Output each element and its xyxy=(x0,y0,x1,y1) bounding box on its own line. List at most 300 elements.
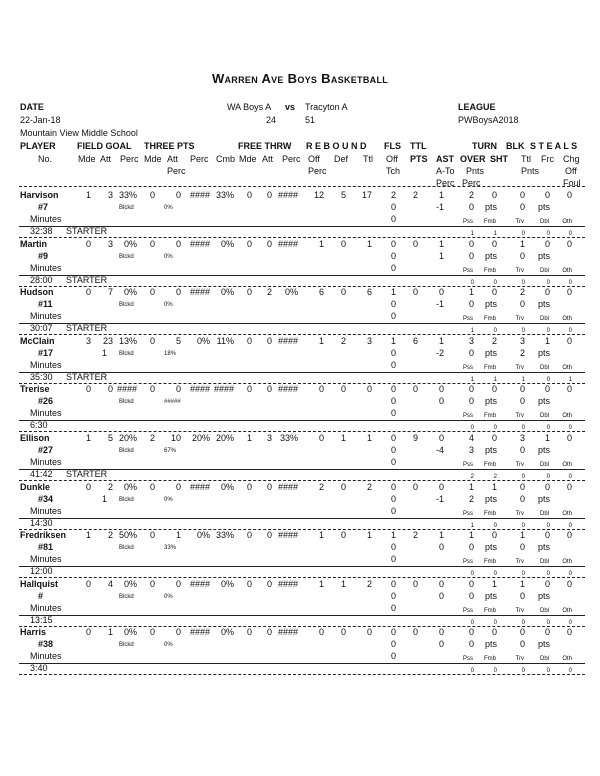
stat-cell: 0 xyxy=(491,433,497,443)
stat-cell: 1 xyxy=(470,231,474,237)
blocked-label: Blckd xyxy=(119,545,134,552)
pts-label: pts xyxy=(537,639,550,650)
stat-cell: 0 xyxy=(544,481,550,492)
stat-cell: 0 xyxy=(85,481,91,492)
player-name: Ellison xyxy=(20,433,50,443)
stat-cell: 5 xyxy=(340,190,346,200)
stat-cell: 0% xyxy=(123,238,137,249)
col-blk: BLK xyxy=(506,141,525,151)
stat-cell: 2 xyxy=(519,287,525,298)
pts-label: pts xyxy=(484,396,497,407)
turnover-type-label: Oth xyxy=(562,607,572,614)
stat-cell: 2 xyxy=(493,474,497,480)
stat-cell: 0 xyxy=(175,384,181,395)
stat-cell: #### xyxy=(213,384,234,395)
minutes-value: 12:00 xyxy=(30,566,53,577)
stat-cell: 0 xyxy=(470,425,474,432)
stat-cell: 0 xyxy=(266,190,272,200)
stat-cell: 0% xyxy=(220,481,234,492)
stat-cell: 0 xyxy=(568,328,572,335)
col-over-perc: Perc xyxy=(462,178,481,188)
player-name: Trerise xyxy=(20,384,50,395)
row-divider xyxy=(19,383,585,384)
stat-cell: 1 xyxy=(438,335,444,346)
stat-cell: 0% xyxy=(220,627,234,638)
stat-cell: 0 xyxy=(470,571,474,578)
stat-cell: 0% xyxy=(123,578,137,589)
pts-label: pts xyxy=(484,493,497,504)
stat-cell: #### xyxy=(277,384,298,395)
col-cmb: Cmb xyxy=(216,154,236,164)
turnover-type-label: Dbl xyxy=(539,510,549,517)
vs-label: vs xyxy=(285,102,296,112)
stat-cell: 0% xyxy=(123,627,137,638)
turnover-type-label: Pss xyxy=(462,510,473,517)
stat-cell: 0 xyxy=(390,554,396,565)
stat-cell: 0 xyxy=(246,335,252,346)
stat-cell: 0 xyxy=(468,396,474,407)
col-no: No. xyxy=(38,154,53,164)
player-number: #11 xyxy=(38,299,53,310)
pts-label: pts xyxy=(537,299,550,310)
pts-label: pts xyxy=(484,445,497,455)
blocked-label: Blckd xyxy=(119,496,134,503)
stat-cell: 1 xyxy=(491,578,497,589)
stat-cell: 1 xyxy=(544,433,550,443)
turnover-type-label: Pss xyxy=(462,607,473,614)
stat-cell: 0 xyxy=(491,530,497,541)
stat-cell: 0 xyxy=(175,627,181,638)
turnover-type-label: Pss xyxy=(462,656,473,663)
blocked-label: Blckd xyxy=(119,448,134,454)
stat-cell: 2 xyxy=(107,530,113,541)
col-fg-mde: Mde xyxy=(78,154,96,164)
stat-cell: 4 xyxy=(107,578,113,589)
stat-cell: 1 xyxy=(470,522,474,529)
col-stl-pnts: Pnts xyxy=(521,166,540,176)
stat-cell: -1 xyxy=(435,202,444,212)
stat-cell: 1 xyxy=(390,530,396,541)
turnover-type-label: Trv xyxy=(515,267,524,274)
stat-cell: 0 xyxy=(470,619,474,626)
three-pt-att-perc: 0% xyxy=(164,593,173,600)
stat-cell: 0 xyxy=(390,238,396,249)
stat-cell: 0 xyxy=(521,571,525,578)
turnover-type-label: Pss xyxy=(462,462,473,468)
stat-cell: 1 xyxy=(85,433,91,443)
stat-cell: 2 xyxy=(366,481,372,492)
stat-cell: 0 xyxy=(438,639,444,650)
stat-cell: 33% xyxy=(215,190,234,200)
stat-cell: 0 xyxy=(85,578,91,589)
stat-cell: 0 xyxy=(412,238,418,249)
turnover-type-label: Trv xyxy=(515,510,524,517)
player-number: #81 xyxy=(38,542,54,553)
stat-cell: 0 xyxy=(390,627,396,638)
away-team: Tracyton A xyxy=(305,102,348,112)
stat-cell: 0 xyxy=(519,396,525,407)
col-player: PLAYER xyxy=(20,141,56,151)
pts-label: pts xyxy=(537,542,550,553)
player-number: #27 xyxy=(38,445,54,455)
stat-cell: 0 xyxy=(493,522,497,529)
stat-cell: 0 xyxy=(340,238,346,249)
stat-cell: 2 xyxy=(412,530,418,541)
stat-cell: 0 xyxy=(544,578,550,589)
pts-label: pts xyxy=(484,639,497,650)
away-score: 51 xyxy=(305,115,316,125)
three-pt-att-perc: 0% xyxy=(164,496,173,503)
player-name: Harvison xyxy=(20,190,59,200)
col-ft-perc: Perc xyxy=(282,154,301,164)
stat-cell: 2 xyxy=(107,481,113,492)
stat-cell: 0 xyxy=(366,384,372,395)
stat-cell: 1 xyxy=(340,578,346,589)
stat-cell: 0 xyxy=(438,590,444,601)
stat-cell: 0 xyxy=(438,384,444,395)
stat-cell: #### xyxy=(277,238,298,249)
pts-label: pts xyxy=(537,493,550,504)
stat-cell: 0 xyxy=(438,433,444,443)
stat-cell: 0 xyxy=(544,238,550,249)
stat-cell: 0% xyxy=(196,335,210,346)
minutes-label: Minutes xyxy=(30,262,62,273)
stat-cell: 0 xyxy=(566,433,572,443)
stat-cell: #### xyxy=(189,578,210,589)
turnover-type-label: Trv xyxy=(515,462,524,468)
stat-cell: #### xyxy=(277,530,298,541)
three-pt-att-perc: ##### xyxy=(164,399,181,406)
stat-cell: 1 xyxy=(519,530,525,541)
col-reb-off-perc: Perc xyxy=(308,166,327,176)
col-stl-ttl: Ttl xyxy=(521,154,531,164)
col-ttl: TTL xyxy=(410,141,427,151)
stat-cell: 0 xyxy=(519,493,525,504)
stat-cell: 11% xyxy=(216,335,234,346)
blocked-label: Blckd xyxy=(119,302,134,309)
stat-cell: 0 xyxy=(85,238,91,249)
turnover-type-label: Dbl xyxy=(539,462,549,468)
stat-cell: 1 xyxy=(568,376,572,383)
minutes-value: 30:07 xyxy=(30,323,53,334)
stat-cell: 0 xyxy=(340,481,346,492)
col-over: OVER xyxy=(460,154,486,164)
turnover-type-label: Pss xyxy=(462,559,473,566)
home-score: 24 xyxy=(266,115,277,125)
stat-cell: 2 xyxy=(149,433,155,443)
starter-label: STARTER xyxy=(66,469,108,479)
minutes-label: Minutes xyxy=(30,651,62,662)
stat-cell: 0 xyxy=(149,287,155,298)
stat-cell: 0 xyxy=(390,505,396,516)
stat-cell: 0 xyxy=(468,384,474,395)
turnover-type-label: Pss xyxy=(462,267,473,274)
stat-cell: 1 xyxy=(318,530,324,541)
stat-cell: #### xyxy=(277,335,298,346)
turnover-type-label: Oth xyxy=(562,413,572,420)
player-name: Fredriksen xyxy=(20,530,67,541)
minutes-value: 35:30 xyxy=(30,371,53,382)
stat-cell: 0 xyxy=(266,384,272,395)
stat-cell: 0 xyxy=(390,481,396,492)
pts-label: pts xyxy=(537,445,550,455)
row-divider xyxy=(19,286,585,287)
minutes-label: Minutes xyxy=(30,311,62,322)
row-underline xyxy=(19,323,585,324)
starter-label: STARTER xyxy=(66,371,108,382)
stat-cell: 3 xyxy=(468,445,474,455)
stat-cell: 0 xyxy=(468,627,474,638)
turnover-type-label: Oth xyxy=(562,364,572,371)
stat-cell: #### xyxy=(189,481,210,492)
stat-cell: 0 xyxy=(519,202,525,212)
stat-cell: 0 xyxy=(149,578,155,589)
stat-cell: 0 xyxy=(438,627,444,638)
stat-cell: 17 xyxy=(361,190,372,200)
stat-cell: 0 xyxy=(566,335,572,346)
stat-cell: 0 xyxy=(390,250,396,261)
turnover-type-label: Trv xyxy=(515,316,524,323)
stat-cell: 0 xyxy=(390,639,396,650)
stat-cell: 1 xyxy=(85,530,91,541)
three-pt-att-perc: 0% xyxy=(164,253,173,260)
stat-cell: 50% xyxy=(118,530,137,541)
stat-cell: 0 xyxy=(412,481,418,492)
stat-cell: 2 xyxy=(340,335,346,346)
col-tp-att: Att xyxy=(167,154,179,164)
stat-cell: 0 xyxy=(521,279,525,286)
stat-cell: 1 xyxy=(468,287,474,298)
stat-cell: 3 xyxy=(366,335,372,346)
stat-cell: 0 xyxy=(468,202,474,212)
stat-cell: 0 xyxy=(568,571,572,578)
stat-cell: 0 xyxy=(85,287,91,298)
stat-cell: 0 xyxy=(85,384,91,395)
stat-cell: 0 xyxy=(107,384,113,395)
minutes-label: Minutes xyxy=(30,554,62,565)
stat-cell: 0 xyxy=(493,619,497,626)
stat-cell: 0 xyxy=(491,287,497,298)
row-underline xyxy=(19,226,585,227)
stat-cell: 0 xyxy=(491,384,497,395)
stat-cell: 1 xyxy=(519,578,525,589)
stat-cell: 1 xyxy=(390,287,396,298)
fg-blocked-count: 1 xyxy=(101,493,107,504)
turnover-type-label: Fmb xyxy=(484,510,496,517)
row-divider xyxy=(19,431,585,432)
stat-cell: 0 xyxy=(85,627,91,638)
stat-cell: 0 xyxy=(390,347,396,358)
stat-cell: 0 xyxy=(246,190,252,200)
col-ast: AST xyxy=(436,154,454,164)
stat-cell: 0 xyxy=(318,627,324,638)
stat-cell: 0 xyxy=(149,190,155,200)
stat-cell: 0 xyxy=(340,384,346,395)
stat-cell: 0% xyxy=(196,530,210,541)
starter-label: STARTER xyxy=(66,274,108,285)
blocked-label: Blckd xyxy=(119,205,134,211)
stat-cell: 2 xyxy=(491,335,497,346)
minutes-label: Minutes xyxy=(30,602,62,613)
stat-cell: 5 xyxy=(175,335,181,346)
stat-cell: 0 xyxy=(544,530,550,541)
stat-cell: 2 xyxy=(390,190,396,200)
stat-cell: #### xyxy=(189,627,210,638)
stat-cell: 0 xyxy=(149,384,155,395)
stat-cell: 0 xyxy=(566,530,572,541)
stat-cell: 0 xyxy=(546,668,550,675)
blocked-label: Blckd xyxy=(119,399,134,406)
turnover-type-label: Pss xyxy=(462,219,473,225)
stat-cell: 0 xyxy=(438,481,444,492)
stat-cell: 1 xyxy=(107,627,113,638)
stat-cell: #### xyxy=(189,190,210,200)
stat-cell: 23 xyxy=(102,335,113,346)
stat-cell: 0 xyxy=(318,384,324,395)
minutes-value: 32:38 xyxy=(30,226,53,236)
stat-cell: 0% xyxy=(123,287,137,298)
turnover-type-label: Trv xyxy=(515,364,524,371)
three-pt-att-perc: 0% xyxy=(164,302,173,309)
stat-cell: #### xyxy=(277,481,298,492)
player-number: #34 xyxy=(38,493,54,504)
player-number: #26 xyxy=(38,396,54,407)
turnover-type-label: Trv xyxy=(515,219,524,225)
header-divider xyxy=(19,186,585,187)
three-pt-att-perc: 18% xyxy=(164,350,177,357)
stat-cell: 0 xyxy=(266,530,272,541)
col-fg-perc: Perc xyxy=(120,154,139,164)
stat-cell: 0 xyxy=(546,619,550,626)
row-divider xyxy=(19,237,585,238)
stat-cell: 0 xyxy=(493,571,497,578)
stat-cell: 0 xyxy=(468,639,474,650)
stat-cell: 0 xyxy=(390,493,396,504)
stat-cell: 0 xyxy=(390,408,396,419)
player-number: #17 xyxy=(38,347,54,358)
stat-cell: 0 xyxy=(568,619,572,626)
player-number: #7 xyxy=(38,202,49,212)
col-stl-chg: Chg xyxy=(563,154,580,164)
stat-cell: 4 xyxy=(468,433,474,443)
pts-label: pts xyxy=(537,396,550,407)
stat-cell: #### xyxy=(189,238,210,249)
stat-cell: 0 xyxy=(390,590,396,601)
stat-cell: 0 xyxy=(175,578,181,589)
pts-label: pts xyxy=(537,347,550,358)
turnover-type-label: Fmb xyxy=(484,462,496,468)
stat-cell: 0 xyxy=(340,530,346,541)
stat-cell: 1 xyxy=(366,530,372,541)
stat-cell: 0 xyxy=(491,190,497,200)
turnover-type-label: Oth xyxy=(562,267,572,274)
stat-cell: 0 xyxy=(266,627,272,638)
turnover-type-label: Fmb xyxy=(484,364,496,371)
stat-cell: 0 xyxy=(149,627,155,638)
row-divider xyxy=(19,480,585,481)
stat-cell: 0 xyxy=(149,335,155,346)
stat-cell: 12 xyxy=(313,190,324,200)
col-reb-off: Off xyxy=(308,154,320,164)
minutes-label: Minutes xyxy=(30,359,62,370)
stat-cell: 0 xyxy=(390,445,396,455)
stat-cell: 0 xyxy=(546,474,550,480)
stat-cell: 0 xyxy=(546,425,550,432)
stat-cell: 1 xyxy=(544,335,550,346)
league-name: PWBoysA2018 xyxy=(458,115,519,125)
stat-cell: 33% xyxy=(215,530,234,541)
stat-cell: 1 xyxy=(318,335,324,346)
minutes-value: 13:15 xyxy=(30,614,53,625)
stat-cell: 1 xyxy=(438,238,444,249)
stat-cell: 3 xyxy=(266,433,272,443)
stat-cell: 0 xyxy=(568,425,572,432)
stat-cell: 0 xyxy=(340,287,346,298)
stat-cell: 3 xyxy=(85,335,91,346)
col-free-thrw: FREE THRW xyxy=(238,141,292,151)
row-underline xyxy=(19,469,585,470)
stat-cell: 0 xyxy=(544,627,550,638)
venue: Mountain View Middle School xyxy=(20,128,138,138)
stat-cell: 0 xyxy=(175,238,181,249)
stat-cell: 1 xyxy=(246,433,252,443)
blocked-label: Blckd xyxy=(119,350,134,357)
col-ft-mde: Mde xyxy=(239,154,257,164)
three-pt-att-perc: 67% xyxy=(164,448,177,454)
col-chg-foul: Foul xyxy=(563,178,581,188)
three-pt-att-perc: 33% xyxy=(164,545,177,552)
turnover-type-label: Pss xyxy=(462,364,473,371)
stat-cell: 2 xyxy=(470,474,474,480)
starter-label: STARTER xyxy=(66,226,108,236)
stat-cell: 0% xyxy=(284,287,298,298)
stat-cell: 0 xyxy=(521,231,525,237)
col-fls: FLS xyxy=(384,141,401,151)
player-name: McClain xyxy=(20,335,55,346)
stat-cell: 0 xyxy=(266,238,272,249)
stat-cell: 1 xyxy=(470,328,474,335)
minutes-value: 41:42 xyxy=(30,469,53,479)
stat-cell: 0 xyxy=(566,627,572,638)
stat-cell: 0 xyxy=(412,287,418,298)
turnover-type-label: Oth xyxy=(562,559,572,566)
stat-cell: 0 xyxy=(521,474,525,480)
stat-cell: 0 xyxy=(149,530,155,541)
stat-cell: 0 xyxy=(438,578,444,589)
stat-cell: #### xyxy=(116,384,137,395)
stat-cell: 0 xyxy=(412,384,418,395)
stat-cell: -1 xyxy=(435,493,444,504)
stat-cell: 0 xyxy=(546,328,550,335)
stat-cell: 0 xyxy=(544,287,550,298)
col-reb-def: Def xyxy=(334,154,349,164)
stat-cell: 13% xyxy=(118,335,137,346)
stat-cell: 0 xyxy=(390,359,396,370)
turnover-type-label: Pss xyxy=(462,413,473,420)
stat-cell: 33% xyxy=(279,433,298,443)
row-underline xyxy=(19,275,585,276)
stat-cell: 0 xyxy=(390,651,396,662)
stat-cell: 0% xyxy=(220,238,234,249)
stat-cell: 20% xyxy=(118,433,137,443)
stat-cell: 0 xyxy=(568,474,572,480)
stat-cell: 0 xyxy=(566,481,572,492)
stat-cell: 0 xyxy=(568,231,572,237)
stat-cell: 0 xyxy=(149,238,155,249)
home-team: WA Boys A xyxy=(227,102,272,112)
three-pt-att-perc: 0% xyxy=(164,205,173,211)
turnover-type-label: Oth xyxy=(562,316,572,323)
